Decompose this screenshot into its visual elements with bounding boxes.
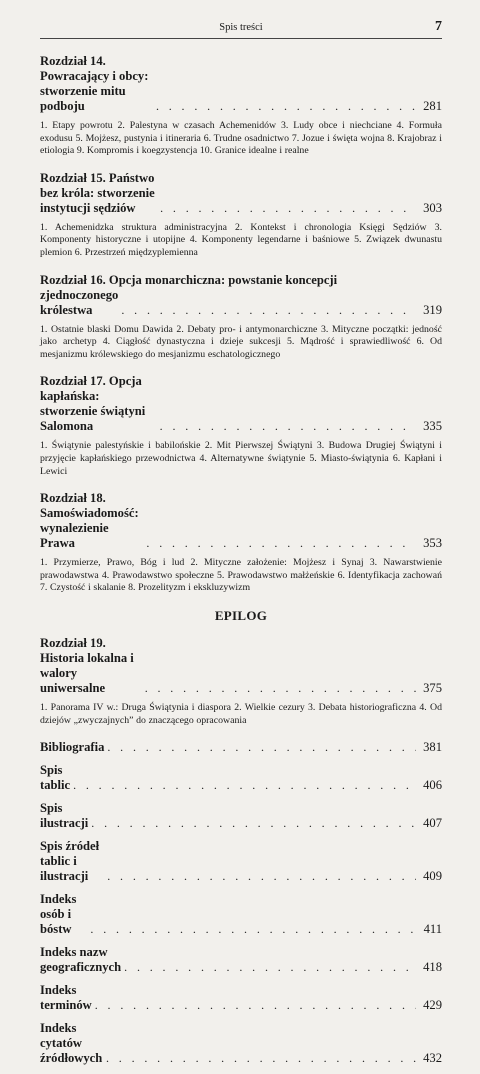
entry-page: 381 bbox=[423, 740, 442, 755]
entry-page: 407 bbox=[423, 816, 442, 831]
entry-page: 418 bbox=[423, 960, 442, 975]
leader-dots bbox=[87, 922, 416, 937]
entry-title: Indeks terminów bbox=[40, 983, 92, 1013]
toc-bibliography[interactable] bbox=[40, 740, 442, 755]
chapter-title: Rozdział 19. Historia lokalna i walory uniwersalne bbox=[40, 635, 134, 695]
leader-dots bbox=[103, 1051, 416, 1066]
toc-chapter-15[interactable] bbox=[40, 171, 442, 260]
chapter-page: 281 bbox=[423, 99, 442, 113]
chapter-sections: 1. Achemenidzka struktura administracyjna 2. Kontekst i chronologia Księgi Sędziów 3. Komponenty historyczne i utopijne 4. Komponenty legendarne i baśniowe 5. Związek dwunastu plemion 6. Przestrzeń międzyplemienna bbox=[40, 221, 442, 258]
toc-list-of-illustrations[interactable] bbox=[40, 801, 442, 831]
chapter-page: 335 bbox=[423, 419, 442, 434]
leader-dots bbox=[157, 419, 416, 434]
toc-chapter-18[interactable] bbox=[40, 491, 442, 595]
leader-dots bbox=[88, 816, 416, 831]
entry-title: Indeks osób i bóstw bbox=[40, 892, 77, 937]
leader-dots bbox=[142, 681, 416, 696]
chapter-page: 319 bbox=[423, 302, 442, 317]
entry-page: 432 bbox=[423, 1051, 442, 1066]
chapter-title: Rozdział 17. Opcja kapłańska: stworzenie świątyni Salomona bbox=[40, 374, 146, 434]
leader-dots bbox=[104, 869, 416, 884]
chapter-sections: 1. Etapy powrotu 2. Palestyna w czasach Achemenidów 3. Ludy obce i niechciane 4. Formuła exodusu 5. Mojżesz, pustynia i itineraria 6. Trudne osadnictwo 7. Jozue i święta wojna 8. Krajobraz i etiologia 9. Kompromis i koegzystencja 10. Granice idealne i realne bbox=[40, 120, 442, 157]
chapter-sections: 1. Świątynie palestyńskie i babilońskie 2. Mit Pierwszej Świątyni 3. Budowa Drugiej Świątyni i przyjęcie kapłańskiego przewodnictwa 4. Alternatywne świątynie 5. Miasto-świątynia 6. Kapłani i Lewici bbox=[40, 440, 442, 477]
table-of-contents bbox=[40, 54, 442, 1074]
entry-title: Indeks cytatów źródłowych bbox=[40, 1021, 103, 1066]
leader-dots bbox=[70, 778, 416, 793]
chapter-page: 375 bbox=[423, 680, 442, 695]
leader-dots bbox=[153, 99, 416, 114]
leader-dots bbox=[118, 303, 416, 318]
chapter-sections: 1. Panorama IV w.: Druga Świątynia i diaspora 2. Wielkie cezury 3. Debata historiograficzna 4. Od dziejów „zwyczajnych” do znaczącego opracowania bbox=[40, 701, 442, 726]
leader-dots bbox=[157, 201, 416, 216]
chapter-title: Rozdział 18. Samoświadomość: wynalezienie Prawa bbox=[40, 491, 139, 551]
toc-list-of-tables[interactable] bbox=[40, 763, 442, 793]
leader-dots bbox=[92, 998, 416, 1013]
chapter-title-line-2: zjednoczonego królestwa bbox=[40, 287, 119, 317]
running-head bbox=[40, 20, 442, 39]
chapter-title-line-1: Rozdział 16. Opcja monarchiczna: powstanie koncepcji bbox=[40, 272, 338, 287]
toc-sources-list[interactable] bbox=[40, 839, 442, 884]
entry-page: 429 bbox=[423, 998, 442, 1013]
entry-title: Bibliografia bbox=[40, 740, 105, 755]
running-head-title: Spis treści bbox=[219, 22, 263, 33]
leader-dots bbox=[104, 740, 416, 755]
chapter-page: 353 bbox=[423, 536, 442, 551]
toc-chapter-16[interactable] bbox=[40, 273, 442, 362]
toc-index-places[interactable] bbox=[40, 945, 442, 975]
entry-title: Spis źródeł tablic i ilustracji bbox=[40, 839, 100, 884]
chapter-sections: 1. Ostatnie blaski Domu Dawida 2. Debaty pro- i antymonarchiczne 3. Mityczne początki: jedność jako archetyp 4. Ciągłość dynastyczna i dzieje sukcesji 5. Mądrość i sprawiedliwość 6. Od mesjanizmu królewskiego do mesjanizmu eschatologicznego bbox=[40, 323, 442, 360]
chapter-title: Rozdział 15. Państwo bez króla: stworzenie instytucji sędziów bbox=[40, 170, 155, 215]
page-number: 7 bbox=[435, 19, 442, 34]
entry-title: Spis ilustracji bbox=[40, 801, 89, 831]
chapter-sections: 1. Przymierze, Prawo, Bóg i lud 2. Mityczne założenie: Mojżesz i Synaj 3. Nawarstwienie prawodawstwa 4. Prawodawstwo społeczne 5. Prawodawstwo małżeńskie 6. Identyfikacja zachowań 7. Czystość i skalanie 8. Prozelityzm i ekskluzywizm bbox=[40, 557, 442, 594]
chapter-title: Rozdział 14. Powracający i obcy: stworzenie mitu podboju bbox=[40, 54, 149, 113]
epilog-heading: EPILOG bbox=[214, 607, 268, 623]
toc-index-citations[interactable] bbox=[40, 1021, 442, 1066]
toc-chapter-17[interactable] bbox=[40, 374, 442, 478]
toc-chapter-14[interactable] bbox=[40, 54, 442, 158]
entry-title: Indeks nazw geograficznych bbox=[40, 945, 122, 975]
entry-title: Spis tablic bbox=[40, 763, 71, 793]
leader-dots bbox=[143, 536, 416, 551]
toc-index-persons[interactable] bbox=[40, 892, 442, 937]
entry-page: 409 bbox=[423, 869, 442, 884]
leader-dots bbox=[121, 960, 416, 975]
entry-page: 411 bbox=[423, 922, 442, 937]
toc-index-terms[interactable] bbox=[40, 983, 442, 1013]
entry-page: 406 bbox=[423, 778, 442, 793]
chapter-page: 303 bbox=[423, 200, 442, 215]
toc-chapter-19[interactable] bbox=[40, 636, 442, 727]
